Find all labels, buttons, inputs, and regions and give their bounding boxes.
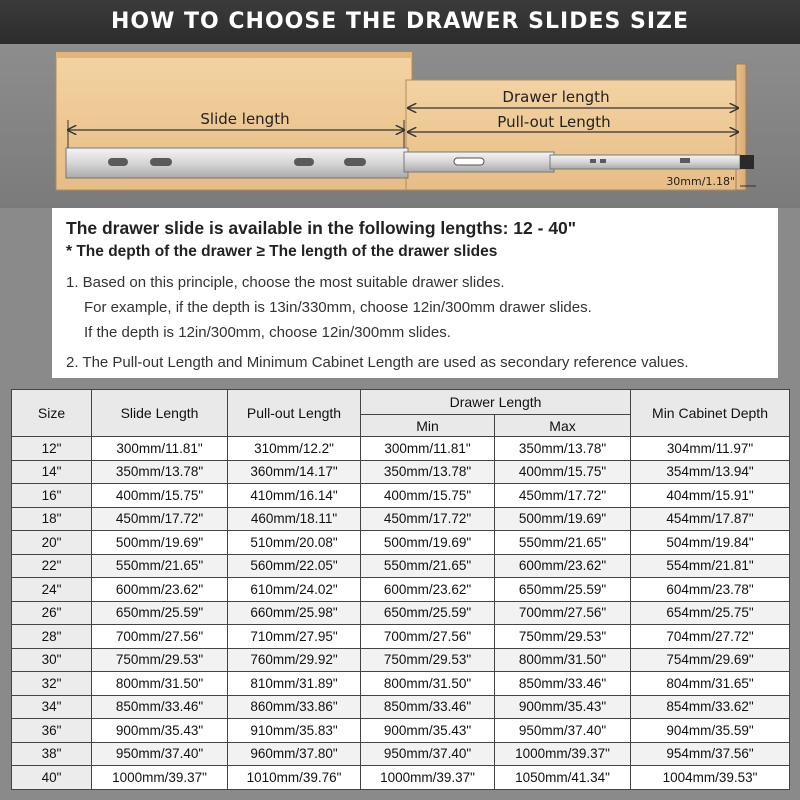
table-row — [12, 601, 790, 625]
pullout-length-cell: 910mm/35.83" — [228, 719, 361, 743]
min-cabinet-depth-cell: 754mm/29.69" — [631, 648, 790, 672]
table-row — [12, 766, 790, 790]
pullout-length-cell: 410mm/16.14" — [228, 484, 361, 508]
info-paragraph-2: 2. The Pull-out Length and Minimum Cabinet Length are used as secondary reference values. — [66, 354, 689, 371]
size-cell: 20" — [12, 531, 92, 555]
drawer-max-cell: 650mm/25.59" — [495, 578, 631, 602]
slide-length-cell: 550mm/21.65" — [92, 554, 228, 578]
drawer-min-cell: 950mm/37.40" — [361, 742, 495, 766]
clearance-label: 30mm/1.18" — [666, 175, 735, 188]
table-row — [12, 625, 790, 649]
min-cabinet-depth-cell: 454mm/17.87" — [631, 507, 790, 531]
size-cell: 26" — [12, 601, 92, 625]
size-cell: 38" — [12, 742, 92, 766]
pullout-length-cell: 660mm/25.98" — [228, 601, 361, 625]
table-row — [12, 531, 790, 555]
table-body — [12, 437, 790, 790]
info-panel — [52, 208, 778, 378]
drawer-max-cell: 700mm/27.56" — [495, 601, 631, 625]
pullout-length-cell: 560mm/22.05" — [228, 554, 361, 578]
drawer-max-cell: 900mm/35.43" — [495, 695, 631, 719]
size-cell: 14" — [12, 460, 92, 484]
size-cell: 12" — [12, 437, 92, 461]
min-cabinet-depth-cell: 354mm/13.94" — [631, 460, 790, 484]
table-row — [12, 672, 790, 696]
min-cabinet-depth-cell: 904mm/35.59" — [631, 719, 790, 743]
drawer-min-cell: 550mm/21.65" — [361, 554, 495, 578]
slide-length-cell: 650mm/25.59" — [92, 601, 228, 625]
min-cabinet-depth-cell: 604mm/23.78" — [631, 578, 790, 602]
slide-length-cell: 700mm/27.56" — [92, 625, 228, 649]
pullout-length-cell: 860mm/33.86" — [228, 695, 361, 719]
table-row — [12, 695, 790, 719]
slide-length-cell: 400mm/15.75" — [92, 484, 228, 508]
size-cell: 32" — [12, 672, 92, 696]
slide-length-cell: 300mm/11.81" — [92, 437, 228, 461]
table-row — [12, 719, 790, 743]
drawer-length-label: Drawer length — [502, 88, 610, 106]
header-min: Min — [361, 415, 495, 437]
drawer-max-cell: 750mm/29.53" — [495, 625, 631, 649]
drawer-min-cell: 600mm/23.62" — [361, 578, 495, 602]
table-row — [12, 554, 790, 578]
drawer-max-cell: 450mm/17.72" — [495, 484, 631, 508]
header-size: Size — [12, 390, 92, 437]
size-cell: 22" — [12, 554, 92, 578]
size-table — [11, 389, 790, 790]
info-paragraph-1-line-3: If the depth is 12in/300mm, choose 12in/300mm slides. — [84, 324, 451, 341]
info-paragraph-1-line-1: 1. Based on this principle, choose the most suitable drawer slides. — [66, 274, 505, 291]
header-slide-length: Slide Length — [92, 390, 228, 437]
slide-length-cell: 750mm/29.53" — [92, 648, 228, 672]
drawer-min-cell: 700mm/27.56" — [361, 625, 495, 649]
size-cell: 18" — [12, 507, 92, 531]
info-title: The drawer slide is available in the following lengths: 12 - 40" — [66, 218, 577, 238]
size-cell: 24" — [12, 578, 92, 602]
drawer-min-cell: 450mm/17.72" — [361, 507, 495, 531]
min-cabinet-depth-cell: 1004mm/39.53" — [631, 766, 790, 790]
min-cabinet-depth-cell: 304mm/11.97" — [631, 437, 790, 461]
table-row — [12, 507, 790, 531]
pullout-length-cell: 510mm/20.08" — [228, 531, 361, 555]
drawer-max-cell: 950mm/37.40" — [495, 719, 631, 743]
slide-rail-inner — [550, 155, 740, 169]
slide-length-cell: 450mm/17.72" — [92, 507, 228, 531]
pullout-length-cell: 360mm/14.17" — [228, 460, 361, 484]
drawer-max-cell: 800mm/31.50" — [495, 648, 631, 672]
drawer-min-cell: 350mm/13.78" — [361, 460, 495, 484]
min-cabinet-depth-cell: 704mm/27.72" — [631, 625, 790, 649]
table-row — [12, 437, 790, 461]
min-cabinet-depth-cell: 504mm/19.84" — [631, 531, 790, 555]
header-max: Max — [495, 415, 631, 437]
min-cabinet-depth-cell: 404mm/15.91" — [631, 484, 790, 508]
drawer-min-cell: 800mm/31.50" — [361, 672, 495, 696]
min-cabinet-depth-cell: 554mm/21.81" — [631, 554, 790, 578]
header-min-cabinet-depth: Min Cabinet Depth — [631, 390, 790, 437]
drawer-min-cell: 750mm/29.53" — [361, 648, 495, 672]
drawer-max-cell: 400mm/15.75" — [495, 460, 631, 484]
table-row — [12, 460, 790, 484]
drawer-min-cell: 850mm/33.46" — [361, 695, 495, 719]
min-cabinet-depth-cell: 954mm/37.56" — [631, 742, 790, 766]
slide-length-cell: 950mm/37.40" — [92, 742, 228, 766]
info-paragraph-1-line-2: For example, if the depth is 13in/330mm, choose 12in/300mm drawer slides. — [84, 299, 592, 316]
drawer-min-cell: 900mm/35.43" — [361, 719, 495, 743]
slide-length-cell: 800mm/31.50" — [92, 672, 228, 696]
size-cell: 36" — [12, 719, 92, 743]
slide-length-cell: 850mm/33.46" — [92, 695, 228, 719]
slide-length-cell: 500mm/19.69" — [92, 531, 228, 555]
pullout-length-cell: 760mm/29.92" — [228, 648, 361, 672]
drawer-min-cell: 500mm/19.69" — [361, 531, 495, 555]
slide-length-cell: 1000mm/39.37" — [92, 766, 228, 790]
page-title: HOW TO CHOOSE THE DRAWER SLIDES SIZE — [0, 0, 800, 44]
pullout-length-cell: 710mm/27.95" — [228, 625, 361, 649]
min-cabinet-depth-cell: 804mm/31.65" — [631, 672, 790, 696]
size-cell: 40" — [12, 766, 92, 790]
slide-length-label: Slide length — [200, 110, 290, 128]
slide-length-cell: 600mm/23.62" — [92, 578, 228, 602]
drawer-max-cell: 1050mm/41.34" — [495, 766, 631, 790]
drawer-min-cell: 300mm/11.81" — [361, 437, 495, 461]
slide-length-cell: 350mm/13.78" — [92, 460, 228, 484]
table-row — [12, 648, 790, 672]
table-row — [12, 578, 790, 602]
header-drawer-length: Drawer Length — [361, 390, 631, 415]
pullout-length-cell: 1010mm/39.76" — [228, 766, 361, 790]
min-cabinet-depth-cell: 854mm/33.62" — [631, 695, 790, 719]
info-subtitle: * The depth of the drawer ≥ The length of the drawer slides — [66, 243, 498, 260]
size-cell: 16" — [12, 484, 92, 508]
pullout-length-cell: 310mm/12.2" — [228, 437, 361, 461]
pullout-length-cell: 460mm/18.11" — [228, 507, 361, 531]
size-cell: 30" — [12, 648, 92, 672]
slide-lever — [740, 155, 754, 169]
drawer-max-cell: 850mm/33.46" — [495, 672, 631, 696]
table-row — [12, 484, 790, 508]
size-cell: 28" — [12, 625, 92, 649]
pullout-length-cell: 610mm/24.02" — [228, 578, 361, 602]
drawer-front — [736, 64, 746, 190]
drawer-max-cell: 500mm/19.69" — [495, 507, 631, 531]
drawer-min-cell: 400mm/15.75" — [361, 484, 495, 508]
slide-length-cell: 900mm/35.43" — [92, 719, 228, 743]
drawer-max-cell: 350mm/13.78" — [495, 437, 631, 461]
drawer-max-cell: 550mm/21.65" — [495, 531, 631, 555]
drawer-slide-diagram — [0, 44, 800, 208]
drawer-diagram-svg — [0, 44, 800, 208]
size-cell: 34" — [12, 695, 92, 719]
drawer-max-cell: 600mm/23.62" — [495, 554, 631, 578]
pullout-length-label: Pull-out Length — [497, 113, 611, 131]
drawer-min-cell: 650mm/25.59" — [361, 601, 495, 625]
header-pullout-length: Pull-out Length — [228, 390, 361, 437]
table-row — [12, 742, 790, 766]
pullout-length-cell: 810mm/31.89" — [228, 672, 361, 696]
drawer-min-cell: 1000mm/39.37" — [361, 766, 495, 790]
drawer-max-cell: 1000mm/39.37" — [495, 742, 631, 766]
pullout-length-cell: 960mm/37.80" — [228, 742, 361, 766]
min-cabinet-depth-cell: 654mm/25.75" — [631, 601, 790, 625]
